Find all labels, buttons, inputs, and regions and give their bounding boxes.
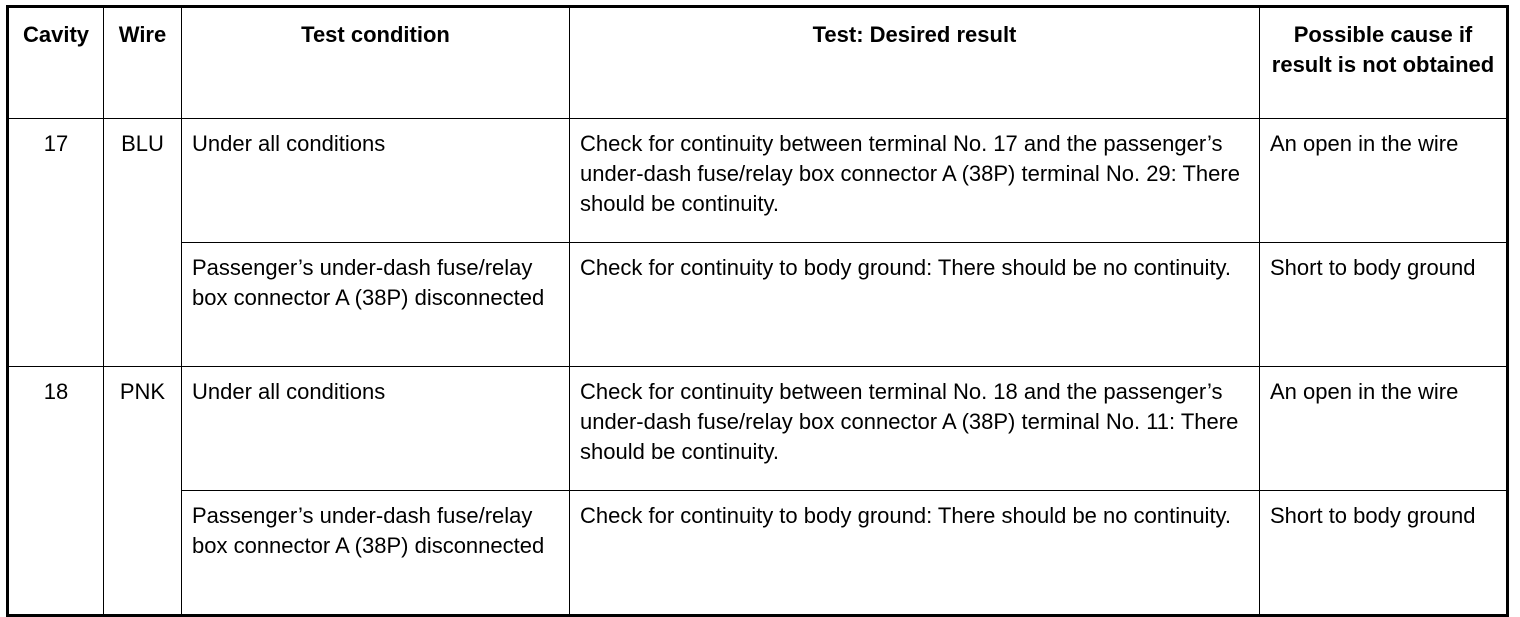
header-desired-result: Test: Desired result: [570, 7, 1260, 119]
table-header: [8, 7, 1508, 119]
test-condition-cell: Under all conditions: [182, 119, 570, 243]
possible-cause-cell: An open in the wire: [1260, 119, 1508, 243]
header-wire: Wire: [104, 7, 182, 119]
cavity-cell: 18: [8, 367, 104, 616]
header-cavity: Cavity: [8, 7, 104, 119]
table-row: [8, 243, 1508, 367]
table-row: [8, 491, 1508, 616]
table-row: [8, 367, 1508, 491]
possible-cause-cell: Short to body ground: [1260, 491, 1508, 616]
test-condition-cell: Passenger’s under-dash fuse/relay box connector A (38P) disconnected: [182, 491, 570, 616]
table-row: [8, 119, 1508, 243]
desired-result-cell: Check for continuity to body ground: There should be no continuity.: [570, 243, 1260, 367]
wire-cell: BLU: [104, 119, 182, 367]
table-body: [8, 119, 1508, 616]
test-condition-cell: Under all conditions: [182, 367, 570, 491]
header-possible-cause: Possible cause if result is not obtained: [1260, 7, 1508, 119]
desired-result-cell: Check for continuity to body ground: There should be no continuity.: [570, 491, 1260, 616]
test-condition-cell: Passenger’s under-dash fuse/relay box connector A (38P) disconnected: [182, 243, 570, 367]
wire-cell: PNK: [104, 367, 182, 616]
possible-cause-cell: An open in the wire: [1260, 367, 1508, 491]
desired-result-cell: Check for continuity between terminal No. 17 and the passenger’s under-dash fuse/relay box connector A (38P) terminal No. 29: There should be continuity.: [570, 119, 1260, 243]
wire-test-table: [6, 5, 1509, 617]
cavity-cell: 17: [8, 119, 104, 367]
header-row: [8, 7, 1508, 119]
possible-cause-cell: Short to body ground: [1260, 243, 1508, 367]
header-test-condition: Test condition: [182, 7, 570, 119]
desired-result-cell: Check for continuity between terminal No. 18 and the passenger’s under-dash fuse/relay box connector A (38P) terminal No. 11: There should be continuity.: [570, 367, 1260, 491]
